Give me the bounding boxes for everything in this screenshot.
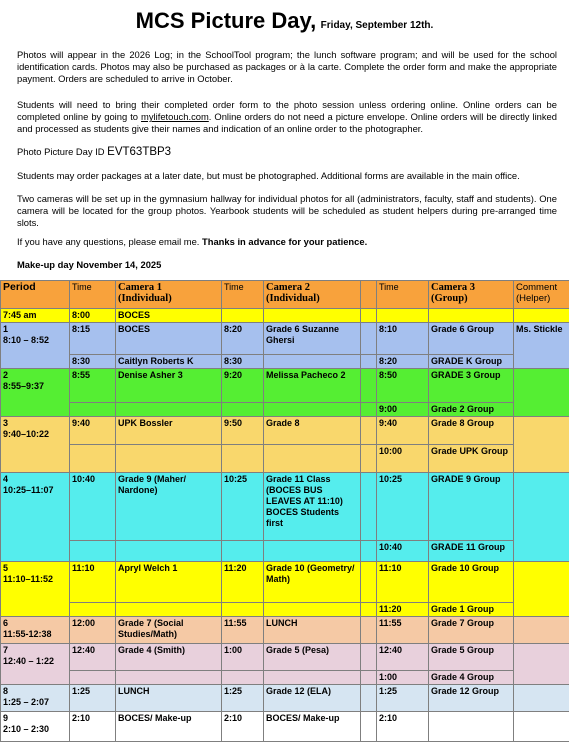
camera1-entry: LUNCH xyxy=(116,685,222,712)
camera2-entry: Grade 11 Class (BOCES BUS LEAVES AT 11:10) BOCES Students first xyxy=(264,473,361,541)
picture-day-id-line xyxy=(17,146,557,158)
table-row xyxy=(1,369,569,403)
table-row xyxy=(1,323,569,355)
header-comment: Comment (Helper) xyxy=(514,281,569,309)
title-date: Friday, September 12th. xyxy=(320,20,434,31)
questions-text: If you have any questions, please email me. xyxy=(17,236,203,247)
table-row xyxy=(1,685,569,712)
camera1-time: 12:40 xyxy=(70,644,116,671)
period-cell: 2 8:55–9:37 xyxy=(1,369,70,417)
camera2-time: 2:10 xyxy=(222,712,264,742)
camera1-time: 11:10 xyxy=(70,562,116,603)
header-time-2: Time xyxy=(222,281,264,309)
camera1-time: 8:00 xyxy=(70,309,116,323)
camera3-time: 9:00 xyxy=(377,403,429,417)
period-cell: 7:45 am xyxy=(1,309,70,323)
table-row xyxy=(1,644,569,671)
camera1-entry: BOCES xyxy=(116,323,222,355)
camera3-time: 9:40 xyxy=(377,417,429,445)
intro-paragraph-cameras: Two cameras will be set up in the gymnasium hallway for individual photos for all (administrators, faculty, staff and students). One camera will be located for the group photos. Yearbook students will be scheduled as student helpers during pre-arranged time slots. xyxy=(17,193,557,229)
camera3-entry: Grade UPK Group xyxy=(429,445,514,473)
camera3-time: 10:40 xyxy=(377,541,429,562)
camera3-entry: Grade 12 Group xyxy=(429,685,514,712)
table-row xyxy=(1,712,569,742)
table-row xyxy=(1,671,569,685)
camera3-entry: Grade 4 Group xyxy=(429,671,514,685)
camera3-time: 8:10 xyxy=(377,323,429,355)
camera1-entry: Grade 4 (Smith) xyxy=(116,644,222,671)
order-form-text-a: Students will need to bring their completed order form to the photo session unless ordering online. Online orders can be completed online by going to xyxy=(17,99,557,123)
camera3-entry: GRADE 11 Group xyxy=(429,541,514,562)
table-row xyxy=(1,617,569,644)
camera3-entry: Grade 1 Group xyxy=(429,603,514,617)
period-cell: 9 2:10 – 2:30 xyxy=(1,712,70,742)
camera1-entry: Grade 9 (Maher/ Nardone) xyxy=(116,473,222,541)
camera3-entry: GRADE K Group xyxy=(429,355,514,369)
camera1-time: 2:10 xyxy=(70,712,116,742)
title-text: MCS Picture Day, xyxy=(135,8,317,33)
period-cell: 5 11:10–11:52 xyxy=(1,562,70,617)
lifetouch-link[interactable]: mylifetouch.com xyxy=(141,111,209,123)
camera3-entry: Grade 2 Group xyxy=(429,403,514,417)
camera1-entry: UPK Bossler xyxy=(116,417,222,445)
camera2-time: 1:00 xyxy=(222,644,264,671)
camera1-time: 9:40 xyxy=(70,417,116,445)
camera2-entry: BOCES/ Make-up xyxy=(264,712,361,742)
camera3-entry: Grade 5 Group xyxy=(429,644,514,671)
period-cell: 4 10:25–11:07 xyxy=(1,473,70,562)
camera2-entry: Grade 10 (Geometry/ Math) xyxy=(264,562,361,603)
schedule-table xyxy=(0,280,569,742)
table-row xyxy=(1,562,569,603)
intro-paragraph-order-form xyxy=(17,99,557,136)
header-period: Period xyxy=(1,281,70,309)
picture-day-id: EVT63TBP3 xyxy=(107,146,172,158)
camera1-entry: BOCES xyxy=(116,309,222,323)
camera2-entry: LUNCH xyxy=(264,617,361,644)
camera2-time: 8:30 xyxy=(222,355,264,369)
camera2-time: 9:50 xyxy=(222,417,264,445)
intro-paragraph-photos: Photos will appear in the 2026 Log; in the SchoolTool program; the lunch software program; and will be used for the school identification cards. Photos may also be purchased as packages or à la carte. Complete the order form and make the appropriate payment. Orders are scheduled to arrive in October. xyxy=(17,49,557,85)
camera3-time: 1:00 xyxy=(377,671,429,685)
table-row xyxy=(1,473,569,541)
period-cell: 3 9:40–10:22 xyxy=(1,417,70,473)
camera1-entry: Denise Asher 3 xyxy=(116,369,222,403)
period-cell: 1 8:10 – 8:52 xyxy=(1,323,70,369)
camera2-entry: Melissa Pacheco 2 xyxy=(264,369,361,403)
camera3-time: 8:50 xyxy=(377,369,429,403)
table-row xyxy=(1,403,569,417)
header-camera-2: Camera 2 (Individual) xyxy=(264,281,361,309)
table-row xyxy=(1,355,569,369)
table-row xyxy=(1,541,569,562)
table-row xyxy=(1,603,569,617)
table-row xyxy=(1,417,569,445)
camera2-entry: Grade 6 Suzanne Ghersi xyxy=(264,323,361,355)
period-cell: 7 12:40 – 1:22 xyxy=(1,644,70,685)
comment-cell: Ms. Stickle xyxy=(514,323,569,369)
picture-day-id-label: Photo Picture Day ID xyxy=(17,146,108,157)
camera3-time: 2:10 xyxy=(377,712,429,742)
camera3-entry: Grade 8 Group xyxy=(429,417,514,445)
header-camera-3: Camera 3 (Group) xyxy=(429,281,514,309)
camera3-time: 11:20 xyxy=(377,603,429,617)
camera1-time: 10:40 xyxy=(70,473,116,541)
table-header-row xyxy=(1,281,569,309)
period-cell: 6 11:55-12:38 xyxy=(1,617,70,644)
camera3-time: 12:40 xyxy=(377,644,429,671)
intro-paragraph-questions xyxy=(17,236,557,248)
camera1-entry: Grade 7 (Social Studies/Math) xyxy=(116,617,222,644)
page-title xyxy=(0,8,569,34)
camera3-time: 8:20 xyxy=(377,355,429,369)
camera2-time: 1:25 xyxy=(222,685,264,712)
camera3-time: 10:00 xyxy=(377,445,429,473)
camera2-entry: Grade 12 (ELA) xyxy=(264,685,361,712)
camera1-entry: Caitlyn Roberts K xyxy=(116,355,222,369)
intro-paragraph-later-orders: Students may order packages at a later date, but must be photographed. Additional forms are available in the main office. xyxy=(17,170,520,181)
order-form-text-b: . Online orders do not need a picture envelope. Online orders will be directly linked and processed as students give their names and indication of an online order to the photographer. xyxy=(17,111,557,135)
table-row xyxy=(1,309,569,323)
makeup-day-line: Make-up day November 14, 2025 xyxy=(17,259,162,270)
period-cell: 8 1:25 – 2:07 xyxy=(1,685,70,712)
table-row xyxy=(1,445,569,473)
camera3-time: 1:25 xyxy=(377,685,429,712)
camera3-entry: GRADE 9 Group xyxy=(429,473,514,541)
camera2-time: 9:20 xyxy=(222,369,264,403)
camera1-time: 8:30 xyxy=(70,355,116,369)
header-time-3: Time xyxy=(377,281,429,309)
camera2-time: 11:20 xyxy=(222,562,264,603)
header-time-1: Time xyxy=(70,281,116,309)
camera1-time: 1:25 xyxy=(70,685,116,712)
camera1-entry: BOCES/ Make-up xyxy=(116,712,222,742)
camera1-entry: Apryl Welch 1 xyxy=(116,562,222,603)
header-spacer xyxy=(361,281,377,309)
thanks-text: Thanks in advance for your patience. xyxy=(202,236,368,247)
camera1-time: 8:15 xyxy=(70,323,116,355)
camera1-time: 8:55 xyxy=(70,369,116,403)
camera2-time: 8:20 xyxy=(222,323,264,355)
camera2-time: 11:55 xyxy=(222,617,264,644)
camera3-time: 11:10 xyxy=(377,562,429,603)
camera2-entry: Grade 5 (Pesa) xyxy=(264,644,361,671)
camera1-time: 12:00 xyxy=(70,617,116,644)
camera3-entry: GRADE 3 Group xyxy=(429,369,514,403)
camera3-entry: Grade 10 Group xyxy=(429,562,514,603)
camera2-time: 10:25 xyxy=(222,473,264,541)
camera3-entry: Grade 7 Group xyxy=(429,617,514,644)
camera3-time: 10:25 xyxy=(377,473,429,541)
camera3-time: 11:55 xyxy=(377,617,429,644)
camera2-entry: Grade 8 xyxy=(264,417,361,445)
header-camera-1: Camera 1 (Individual) xyxy=(116,281,222,309)
camera3-entry: Grade 6 Group xyxy=(429,323,514,355)
